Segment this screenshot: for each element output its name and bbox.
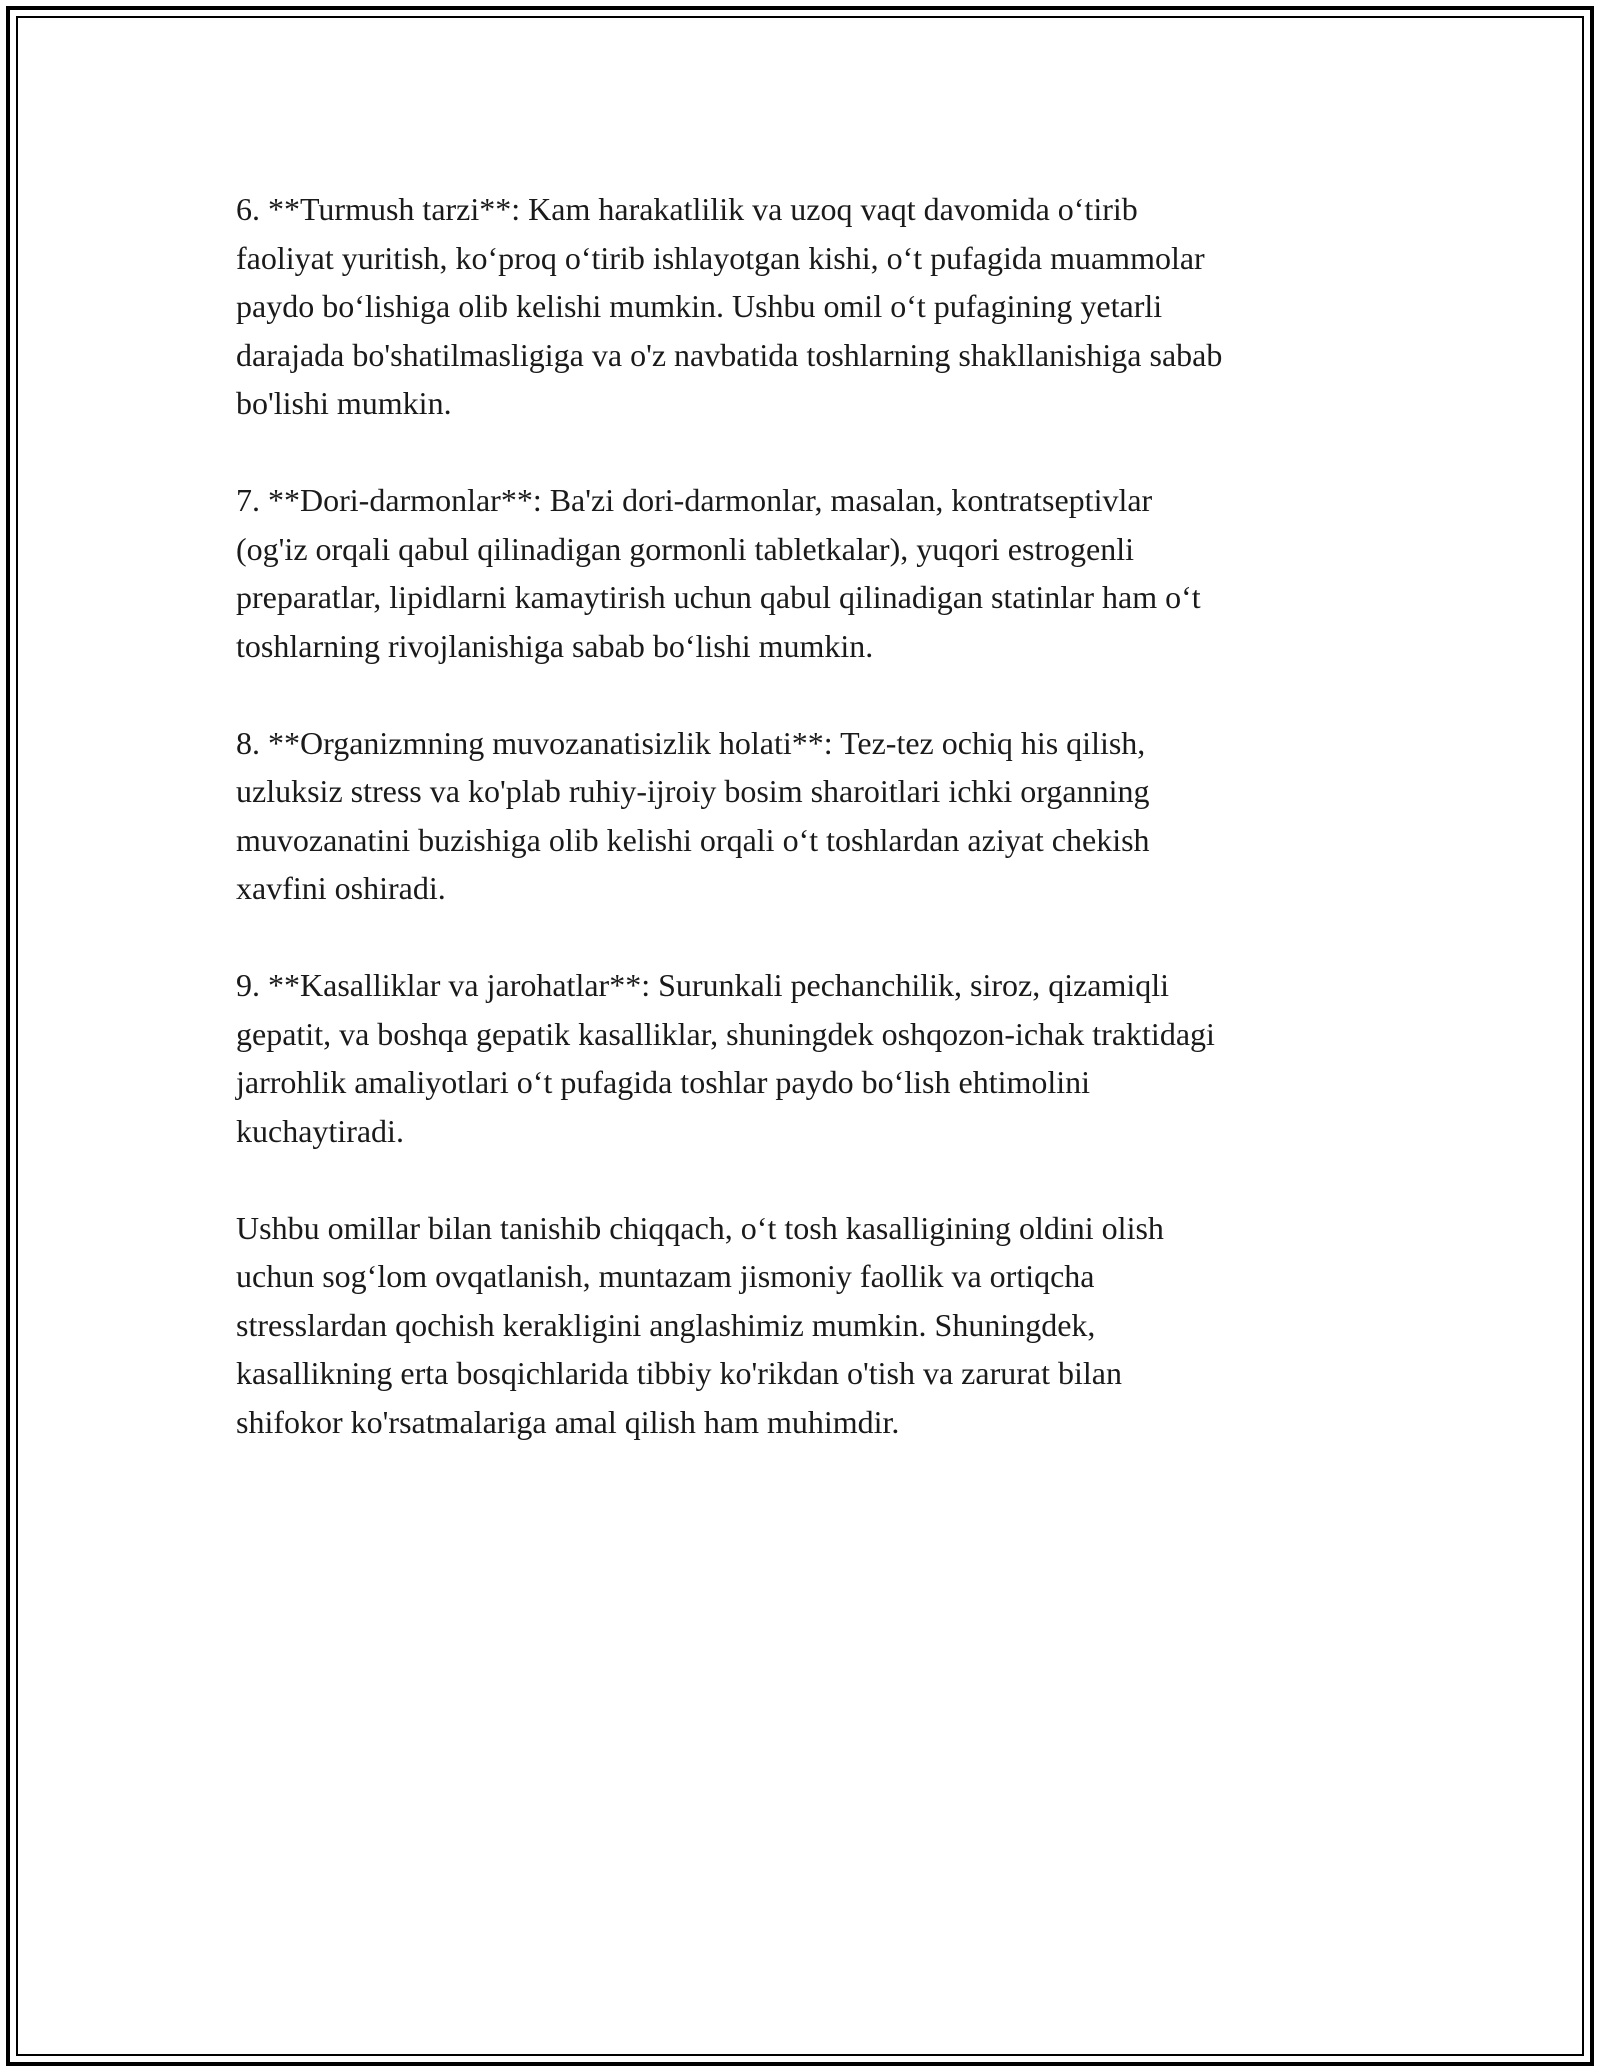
paragraph-medications bbox=[236, 476, 1386, 670]
document-body bbox=[236, 185, 1386, 1495]
text-line: toshlarning rivojlanishiga sabab bo‘lishi mumkin. bbox=[236, 627, 874, 664]
paragraph-lifestyle bbox=[236, 185, 1386, 428]
text-line: uzluksiz stress va ko'plab ruhiy-ijroiy bosim sharoitlari ichki organning bbox=[236, 773, 1150, 809]
text-line: gepatit, va boshqa gepatik kasalliklar, shuningdek oshqozon-ichak traktidagi bbox=[236, 1015, 1215, 1052]
text-line: (og'iz orqali qabul qilinadigan gormonli tabletkalar), yuqori estrogenli bbox=[236, 530, 1134, 567]
paragraph-imbalance bbox=[236, 719, 1386, 913]
text-line: shifokor ko'rsatmalariga amal qilish ham muhimdir. bbox=[236, 1403, 900, 1440]
text-line: preparatlar, lipidlarni kamaytirish uchun qabul qilinadigan statinlar ham o‘t bbox=[236, 579, 1201, 615]
text-line: muvozanatini buzishiga olib kelishi orqali o‘t toshlardan aziyat chekish bbox=[236, 821, 1150, 858]
text-line: 7. **Dori-darmonlar**: Ba'zi dori-darmonlar, masalan, kontratseptivlar bbox=[236, 482, 1153, 518]
text-line: jarrohlik amaliyotlari o‘t pufagida toshlar paydo bo‘lish ehtimolini bbox=[236, 1064, 1091, 1100]
text-line: kasallikning erta bosqichlarida tibbiy ko'rikdan o'tish va zarurat bilan bbox=[236, 1355, 1122, 1391]
paragraph-diseases bbox=[236, 961, 1386, 1155]
text-line: paydo bo‘lishiga olib kelishi mumkin. Ushbu omil o‘t pufagining yetarli bbox=[236, 288, 1163, 324]
text-line: stresslardan qochish kerakligini anglashimiz mumkin. Shuningdek, bbox=[236, 1306, 1096, 1343]
text-line: darajada bo'shatilmasligiga va o'z navbatida toshlarning shakllanishiga sabab bbox=[236, 336, 1223, 373]
text-line: kuchaytiradi. bbox=[236, 1112, 404, 1149]
paragraph-conclusion bbox=[236, 1204, 1386, 1447]
text-line: 9. **Kasalliklar va jarohatlar**: Surunkali pechanchilik, siroz, qizamiqli bbox=[236, 967, 1170, 1003]
text-line: Ushbu omillar bilan tanishib chiqqach, o‘t tosh kasalligining oldini olish bbox=[236, 1209, 1164, 1246]
text-line: bo'lishi mumkin. bbox=[236, 385, 452, 421]
text-line: faoliyat yuritish, ko‘proq o‘tirib ishlayotgan kishi, o‘t pufagida muammolar bbox=[236, 239, 1205, 276]
text-line: 6. **Turmush tarzi**: Kam harakatlilik va uzoq vaqt davomida o‘tirib bbox=[236, 191, 1138, 227]
text-line: xavfini oshiradi. bbox=[236, 870, 446, 906]
text-line: uchun sog‘lom ovqatlanish, muntazam jismoniy faollik va ortiqcha bbox=[236, 1258, 1095, 1294]
text-line: 8. **Organizmning muvozanatisizlik holati**: Tez-tez ochiq his qilish, bbox=[236, 724, 1146, 761]
